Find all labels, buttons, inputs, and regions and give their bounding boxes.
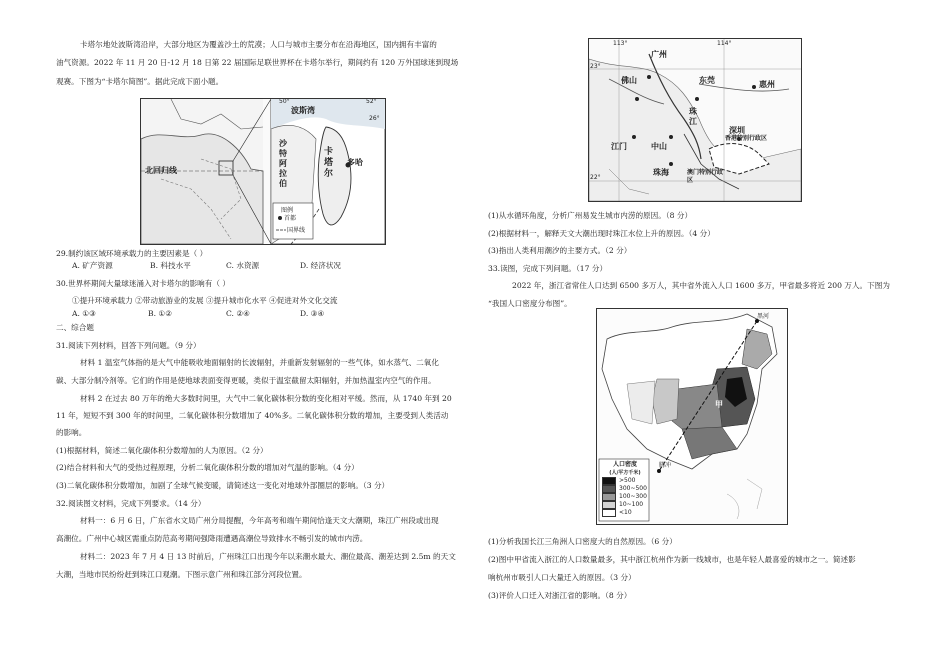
q33-sub-2-line1: (2)图中甲省流入浙江的人口数量最多，其中浙江杭州作为新一线城市，也是年轻人最喜爱的城市之一。简述影 (488, 555, 856, 564)
doha-label: 多哈 (347, 158, 363, 167)
zhujiang-label: 珠江 (689, 107, 697, 126)
q31-m2-line1: 材料 2 在过去 80 万年的绝大多数时间里，大气中二氧化碳体积分数的变化相对平缓。然而，从 1740 年到 20 (80, 394, 452, 403)
q29-option-d[interactable]: D. 经济状况 (300, 261, 342, 270)
q32-m1-line2: 高潮位。广州中心城区需重点防范高考期间强降雨遭遇高潮位导致排水不畅引发的城市内涝。 (56, 534, 368, 543)
q31: 31.阅读下列材料，回答下列问题。（9 分） (56, 341, 201, 350)
section-heading: 二、综合题 (56, 323, 94, 332)
lon114-label: 114° (717, 40, 732, 47)
q30: 30.世界杯期间大量球迷涌入对卡塔尔的影响有（ ） (56, 279, 230, 288)
q32-m1-line1: 材料一：6 月 6 日，广东省水文局广州分局提醒，今年高考和端午期间恰逢天文大潮期，珠江广州段或出现 (80, 516, 439, 525)
legend-label-2: 300~500 (619, 485, 647, 492)
gulf-label: 波斯湾 (291, 106, 315, 115)
qatar-map-drawing (141, 99, 385, 244)
foshan-label: 佛山 (621, 76, 637, 85)
legend-row-3 (602, 493, 648, 501)
lat23-label: 23° (590, 63, 601, 70)
q30-option-c[interactable]: C. ②④ (226, 309, 250, 318)
lat-label: 26° (369, 115, 380, 122)
q31-sub-2: (2)结合材料和大气的受热过程原理，分析二氧化碳体积分数的增加对气温的影响。（4 分） (56, 463, 359, 472)
hk-label: 香港特别行政区 (725, 135, 768, 142)
q30-option-a[interactable]: A. ①③ (72, 309, 96, 318)
shenzhen-label: 深圳 (729, 126, 745, 135)
q31-m2-line3: 的影响。 (56, 428, 87, 437)
intro-line-1: 卡塔尔地处波斯湾沿岸，大部分地区为覆盖沙土的荒漠；人口与城市主要分布在沿海地区，国内拥有丰富的 (80, 40, 437, 49)
q32-sub-3: (3)指出人类利用潮汐的主要方式。（2 分） (488, 246, 632, 255)
q32-m2-line1: 材料二：2023 年 7 月 4 日 13 时前后，广州珠江口出现今年以来潮水最大、潮位最高、潮差达到 2.5m 的天文 (80, 552, 456, 561)
q31-m1-line1: 材料 1 温室气体指的是大气中能吸收地面辐射的长波辐射，并重新发射辐射的一些气体，如水蒸气、二氧化 (80, 358, 439, 367)
china-density-map (596, 308, 788, 525)
legend-border: 国界线 (287, 227, 306, 234)
q30-option-d[interactable]: D. ③④ (300, 309, 325, 318)
q32-sub-1: (1)从水循环角度，分析广州易发生城市内涝的原因。（8 分） (488, 211, 693, 220)
legend-capital: 首都 (284, 215, 297, 222)
q33: 33.读图，完成下列问题。（17 分） (488, 264, 608, 273)
q31-sub-3: (3)二氧化碳体积分数增加，加剧了全球气候变暖，请简述这一变化对地球外部圈层的影响。（3 分） (56, 481, 390, 490)
jia-label: 甲 (715, 400, 723, 409)
q33-text-line2: “我国人口密度分布图”。 (488, 299, 572, 308)
legend-label-4: 10~100 (619, 501, 644, 508)
qatar-label: 卡塔尔 (324, 147, 334, 179)
legend-row-5 (602, 509, 648, 517)
q31-sub-1: (1)根据材料，简述二氧化碳体积分数增加的人为原因。（2 分） (56, 446, 268, 455)
lon2-label: 52° (366, 98, 377, 105)
lat22-label: 22° (590, 174, 601, 181)
legend-title: 人口密度 (612, 461, 637, 468)
q30-items: ①提升环境承载力 ②带动旅游业的发展 ③提升城市化水平 ④促进对外文化交流 (72, 296, 338, 305)
tengchong-label: 腾冲 (659, 462, 672, 469)
legend-label-3: 100~300 (619, 493, 647, 500)
guangzhou-label: 广州 (651, 50, 667, 59)
pearl-river-map (588, 38, 802, 202)
intro-line-3: 观赛。下图为“卡塔尔简图”。据此完成下面小题。 (56, 77, 224, 86)
legend-row-1 (602, 477, 648, 485)
intro-line-2: 油气资源。2022 年 11 月 20 日-12 月 18 日第 22 届国际足联世界杯在卡塔尔举行，期间约有 120 万外国球迷到现场 (56, 58, 459, 67)
legend-row-4 (602, 501, 648, 509)
q29-option-c[interactable]: C. 水资源 (226, 261, 260, 270)
saudi-label: 沙特阿拉伯 (279, 139, 287, 188)
q29-option-a[interactable]: A. 矿产资源 (72, 261, 113, 270)
zhuhai-label: 珠海 (653, 168, 669, 177)
tropic-label: 北回归线 (145, 166, 177, 175)
density-legend (602, 461, 648, 517)
q33-text-line1: 2022 年，浙江省常住人口达到 6500 多万人，其中省外流入人口 1600 多万，甲省最多将近 200 万人。下图为 (512, 281, 890, 290)
q31-m1-line2: 碳、大部分制冷剂等。它们的作用是使地球表面变得更暖，类似于温室截留太阳辐射，并加热温室内空气的作用。 (56, 376, 436, 385)
lon1-label: 50° (279, 98, 290, 105)
qatar-map (140, 98, 386, 245)
legend-label-5: <10 (619, 509, 632, 516)
zhongshan-label: 中山 (651, 142, 667, 151)
legend-label-1: >500 (619, 477, 636, 484)
q32-sub-2: (2)根据材料一，解释天文大潮出现时珠江水位上升的原因。（4 分） (488, 229, 715, 238)
huizhou-label: 惠州 (759, 80, 775, 89)
q29: 29.制约该区域环境承载力的主要因素是（ ） (56, 249, 208, 258)
lon113-label: 113° (613, 40, 628, 47)
q32: 32.阅读图文材料，完成下列要求。（14 分） (56, 499, 206, 508)
q29-option-b[interactable]: B. 科技水平 (150, 261, 191, 270)
legend-row-2 (602, 485, 648, 493)
macau-label: 澳门特别行政区 (687, 169, 724, 184)
q33-sub-3: (3)评价人口迁入对浙江省的影响。（8 分） (488, 591, 632, 600)
q30-option-b[interactable]: B. ①② (148, 309, 173, 318)
q33-sub-1: (1)分析我国长江三角洲人口密度大的自然原因。（6 分） (488, 537, 677, 546)
legend-unit: (人/平方千米) (609, 470, 641, 476)
q31-m2-line2: 11 年，短短不到 300 年的时间里，二氧化碳体积分数增加了 40%多。二氧化碳体积分数的增加，主要受到人类活动 (56, 411, 449, 420)
q33-sub-2-line2: 响杭州市吸引人口大量迁入的原因。（3 分） (488, 573, 636, 582)
dongguan-label: 东莞 (699, 76, 715, 85)
heihe-label: 黑河 (757, 313, 770, 320)
legend-title: 图例 (281, 207, 294, 214)
q32-m2-line2: 大潮，当地市民纷纷赶到珠江口观潮。下图示意广州和珠江部分河段位置。 (56, 570, 307, 579)
jiangmen-label: 江门 (611, 142, 627, 151)
